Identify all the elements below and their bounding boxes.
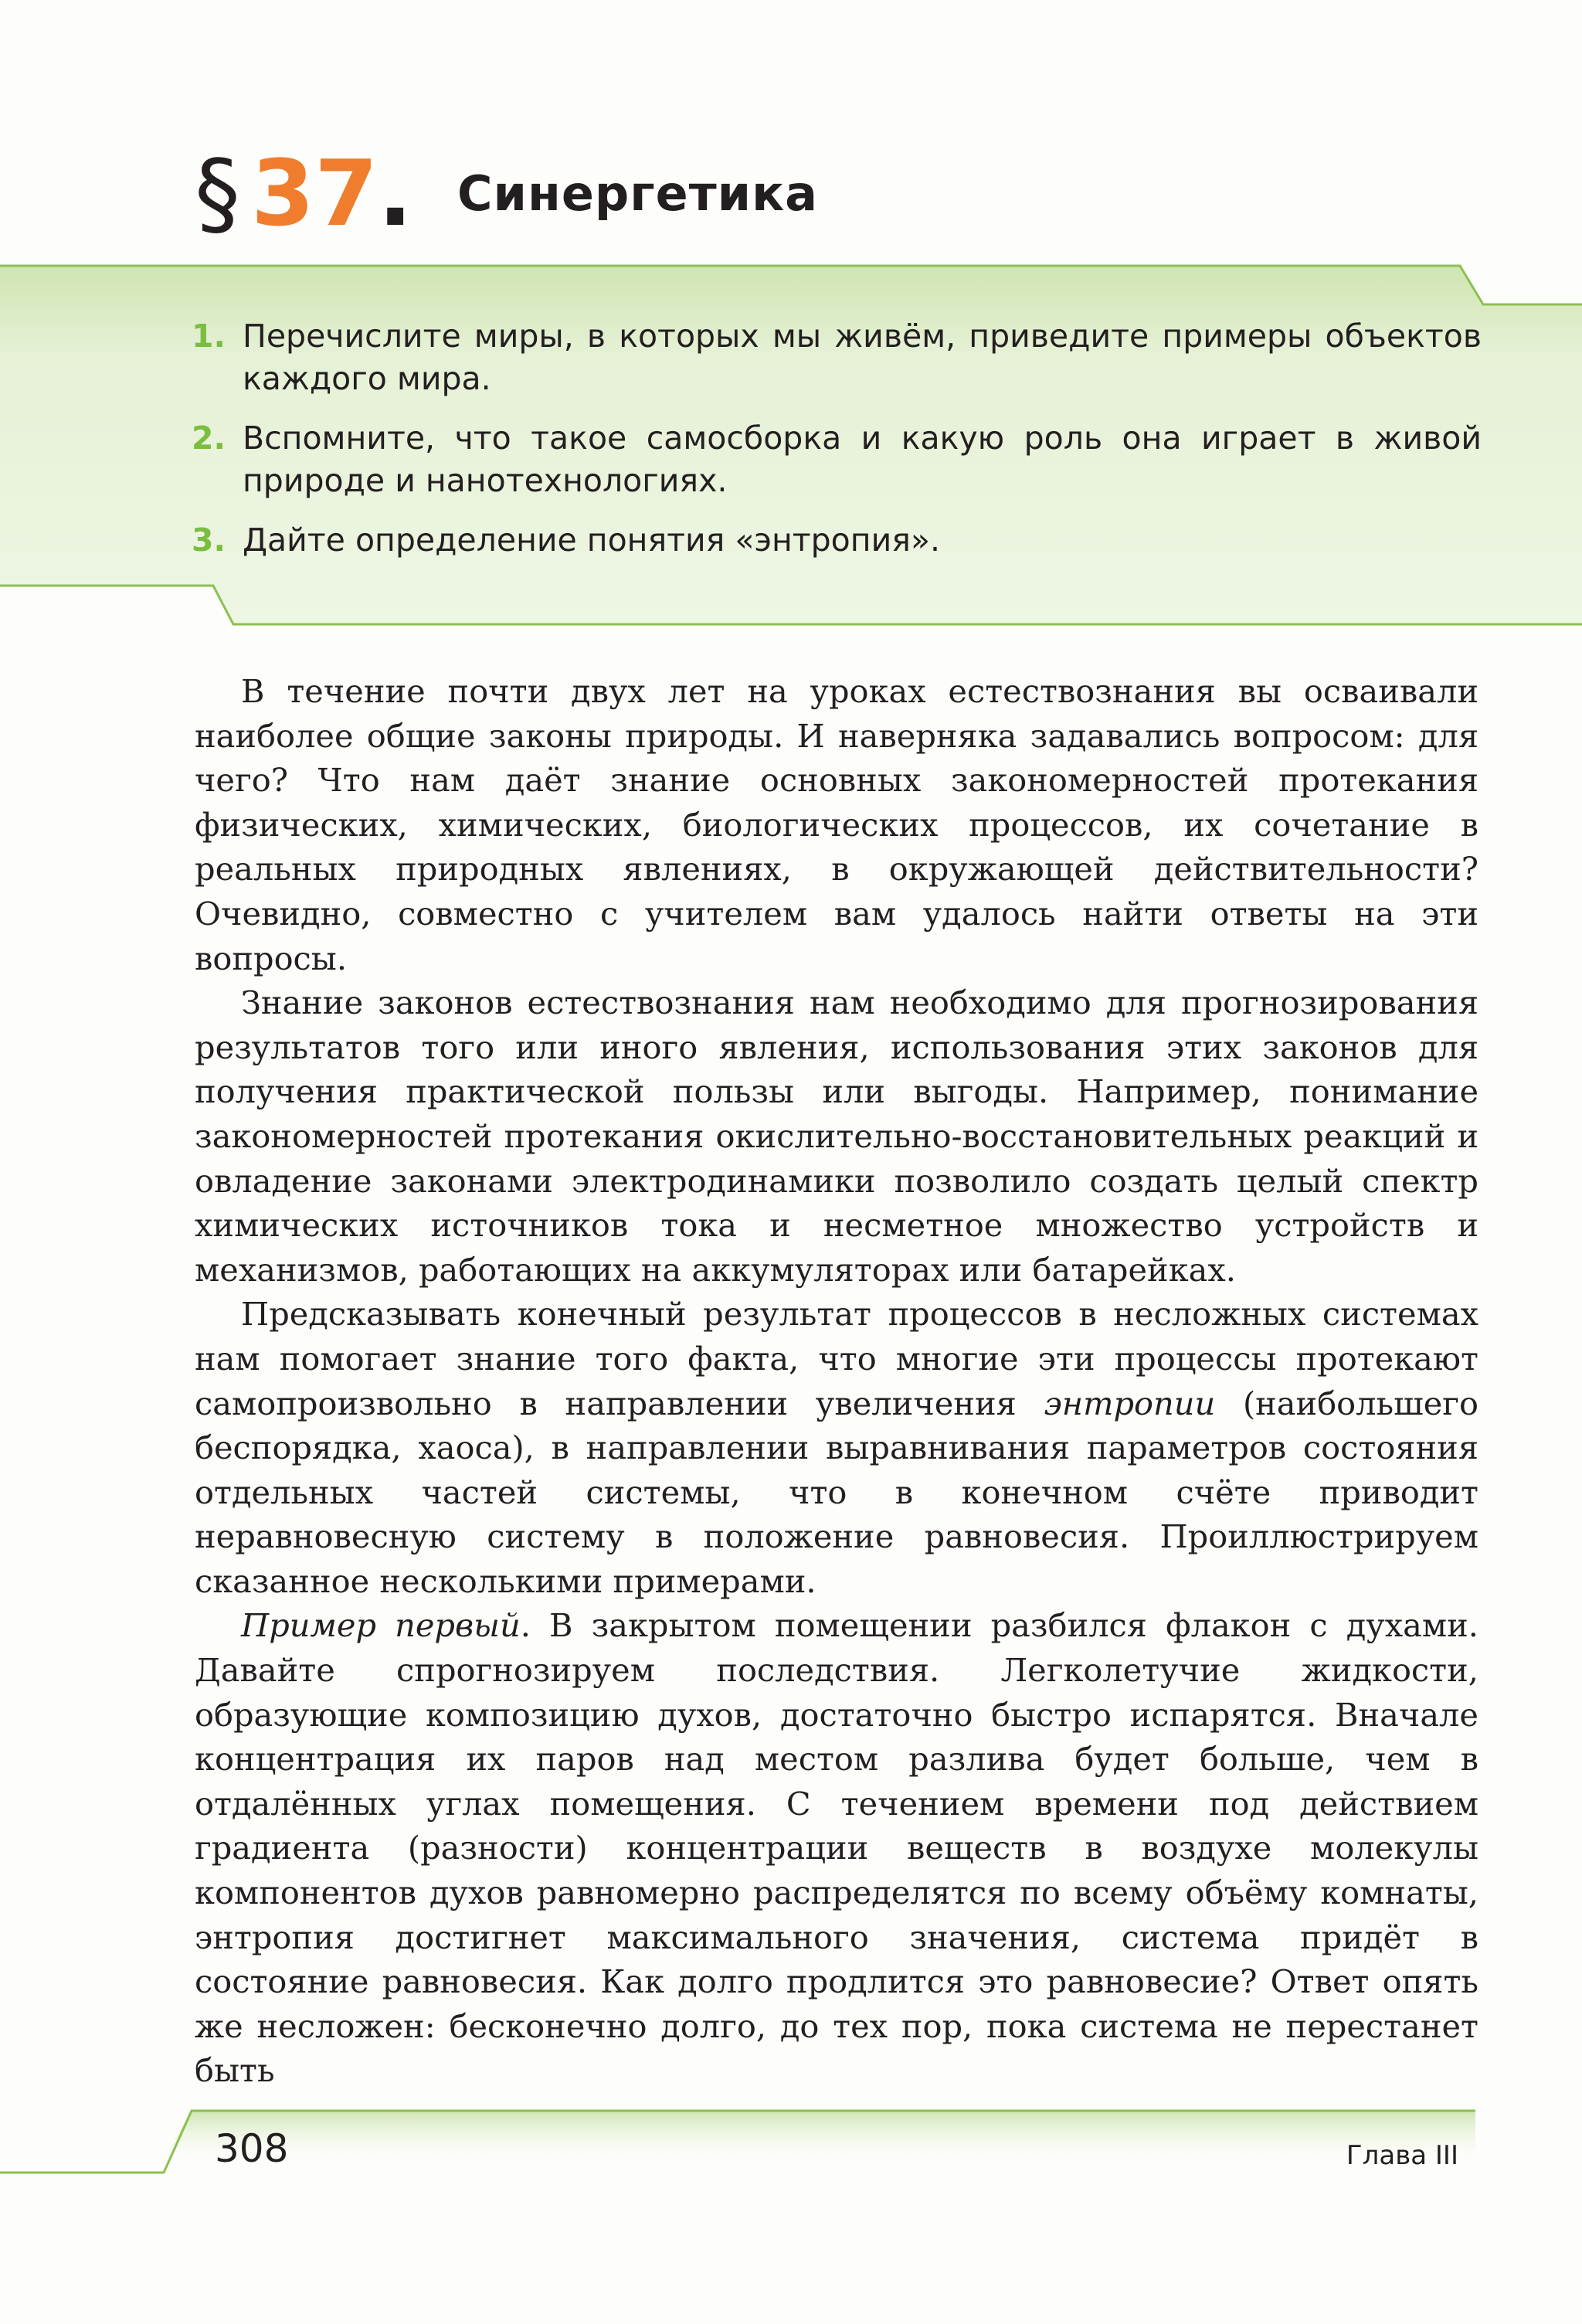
section-number: 37 [251,140,379,246]
chapter-label: Глава III [1346,2140,1458,2171]
paragraph-3-end: (наибольшего беспорядка, хаоса), в направлении выравнивания параметров состояния отдельных частей системы, что в конечном счёте приводит неравновесную систему в положение равновесия. Проиллюстрируем сказанное несколькими примерами. [195,1384,1478,1600]
section-dot: . [378,140,413,246]
body-text [195,669,1478,2093]
entropy-term: энтропии [1044,1384,1216,1422]
paragraph-1: В течение почти двух лет на уроках естествознания вы осваивали наиболее общие законы природы. И наверняка задавались вопросом: для чего? Что нам даёт знание основных закономерностей протекания физических, химических, биологических процессов, их сочетание в реальных природных явлениях, в окружающей действительности? Очевидно, совместно с учителем вам удалось найти ответы на эти вопросы. [195,672,1478,977]
question-text: Вспомните, что такое самосборка и какую роль она играет в живой природе и нанотехнологиях. [243,420,1482,499]
question-item [192,315,1482,400]
question-number: 3. [192,522,226,559]
questions-list [192,315,1482,579]
question-item [192,519,1482,562]
paragraph-4-text: . В закрытом помещении разбился флакон с духами. Давайте спрогнозируем последствия. Легколетучие жидкости, образующие композицию духов, достаточно быстро испарятся. Вначале концентрация их паров над местом разлива будет больше, чем в отдалённых углах помещения. С течением времени под действием градиента (разности) концентрации веществ в воздухе молекулы компонентов духов равномерно распределятся по всему объёму комнаты, энтропия достигнет максимального значения, система придёт в состояние равновесия. Как долго продлится это равновесие? Ответ опять же несложен: бесконечно долго, до тех пор, пока система не перестанет быть [195,1606,1478,2090]
question-text: Дайте определение понятия «энтропия». [243,522,941,559]
section-heading [195,131,818,255]
paragraph-4 [195,1603,1478,2093]
paragraph-3-start: Предсказывать конечный результат процессов в несложных системах нам помогает знание того факта, что многие эти процессы протекают самопроизвольно в направлении увеличения [195,1295,1478,1422]
example-label: Пример первый [241,1606,521,1645]
section-sign: § [195,140,240,246]
section-title: Синергетика [457,165,818,222]
question-number: 2. [192,420,226,457]
question-text: Перечислите миры, в которых мы живём, приведите примеры объектов каждого мира. [243,318,1482,397]
question-number: 1. [192,318,226,355]
page-number: 308 [215,2126,289,2171]
question-item [192,417,1482,502]
paragraph-3 [195,1292,1478,1603]
paragraph-2: Знание законов естествознания нам необходимо для прогнозирования результатов того или иного явления, использования этих законов для получения практической пользы или выгоды. Например, понимание закономерностей протекания окислительно-восстановительных реакций и овладение законами электродинамики позволило создать целый спектр химических источников тока и несметное множество устройств и механизмов, работающих на аккумуляторах или батарейках. [195,984,1478,1289]
questions-box [0,263,1582,626]
